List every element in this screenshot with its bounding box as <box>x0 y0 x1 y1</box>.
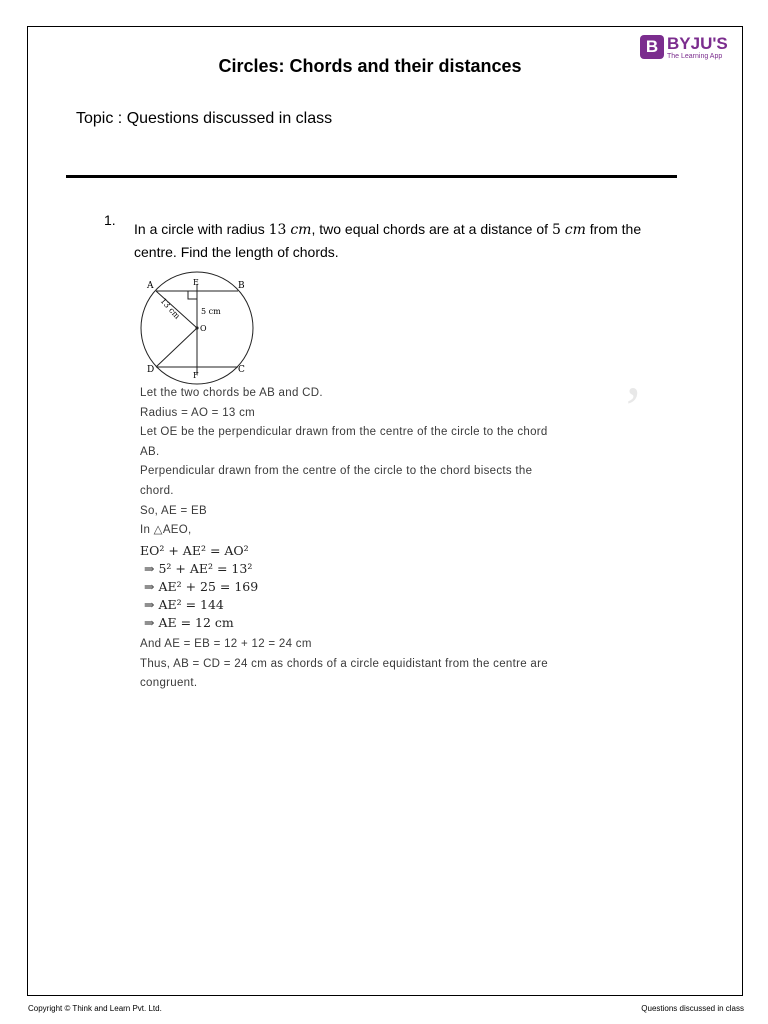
footer-section-label: Questions discussed in class <box>641 1004 744 1013</box>
label-d: D <box>147 365 155 375</box>
conclusion-text <box>140 635 660 694</box>
question-number: 1. <box>104 212 116 228</box>
page-title: Circles: Chords and their distances <box>218 56 522 76</box>
equation-line: ⇒ AE² = 144 <box>144 597 224 612</box>
logo-mark-icon: B <box>640 35 664 59</box>
unit-cm-1: cm <box>290 222 312 238</box>
circle-chords-diagram <box>135 268 265 386</box>
question-text-b: , two equal chords are at a distance of <box>311 221 552 237</box>
label-b: B <box>238 281 245 291</box>
question-text <box>134 218 674 263</box>
right-angle-mark <box>188 291 197 299</box>
solution-line: AB. <box>140 445 160 458</box>
question-text-c: from the centre. Find the length of chords. <box>134 221 642 260</box>
solution-line: chord. <box>140 484 174 497</box>
solution-line: So, AE = EB <box>140 504 207 517</box>
label-dist: 5 cm <box>201 307 221 316</box>
solution-line: In △AEO, <box>140 524 192 537</box>
solution-line: Radius = AO = 13 cm <box>140 406 256 419</box>
radius-value: 13 <box>268 222 287 238</box>
logo-tagline: The Learning App <box>667 53 723 60</box>
section-divider <box>66 175 677 178</box>
solution-line: Perpendicular drawn from the centre of the circle to the chord bisects the <box>140 465 533 478</box>
equation-line: ⇒ AE = 12 cm <box>144 615 234 630</box>
equation-block <box>140 542 258 632</box>
label-a: A <box>147 281 154 291</box>
solution-line: Let the two chords be AB and CD. <box>140 387 323 399</box>
equation-line: ⇒ AE² + 25 = 169 <box>144 579 259 594</box>
label-e: E <box>193 278 199 287</box>
conclusion-line: Thus, AB = CD = 24 cm as chords of a circle equidistant from the centre are <box>140 657 548 670</box>
conclusion-line: And AE = EB = 12 + 12 = 24 cm <box>140 638 312 650</box>
conclusion-line: congruent. <box>140 677 198 690</box>
radius-do <box>156 328 197 367</box>
centre-point <box>195 326 198 329</box>
logo-text <box>667 35 728 61</box>
distance-value: 5 <box>551 222 561 238</box>
equation-line: EO² + AE² = AO² <box>140 543 249 558</box>
solution-line: Let OE be the perpendicular drawn from the centre of the circle to the chord <box>140 426 548 439</box>
unit-cm-2: cm <box>564 222 586 238</box>
equation-line: ⇒ 5² + AE² = 13² <box>144 561 253 576</box>
label-o: O <box>200 324 207 333</box>
faint-mark: , <box>626 341 641 407</box>
label-radius: 13 cm <box>158 296 182 321</box>
question-text-a: In a circle with radius <box>134 221 269 237</box>
topic-heading: Topic : Questions discussed in class <box>76 110 333 127</box>
footer-copyright: Copyright © Think and Learn Pvt. Ltd. <box>28 1004 162 1013</box>
logo-name: BYJU'S <box>667 34 728 53</box>
byjus-logo <box>640 35 728 61</box>
label-c: C <box>238 365 245 375</box>
solution-text <box>140 384 660 541</box>
label-f: F <box>193 371 199 380</box>
